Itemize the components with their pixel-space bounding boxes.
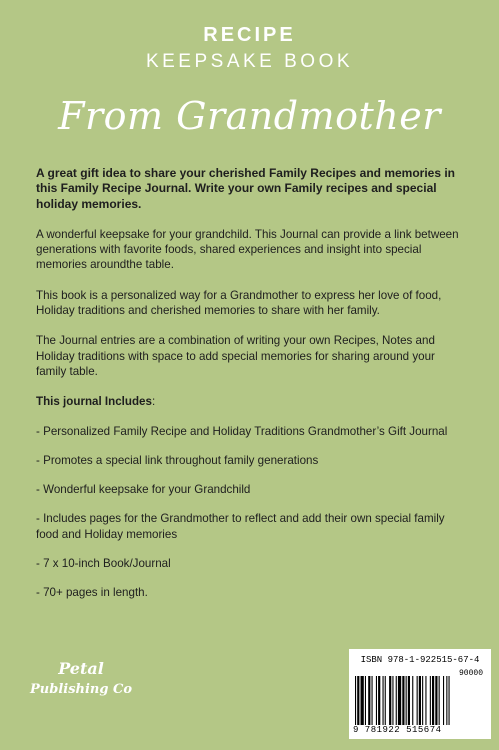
price-code: 90000 xyxy=(458,669,483,678)
isbn-number: ISBN 978-1-922515-67-4 xyxy=(360,655,480,665)
publisher-logo-line2: Publishing Co xyxy=(30,682,132,697)
barcode-bar xyxy=(435,676,437,725)
barcode-bar xyxy=(383,676,384,725)
list-item: - Personalized Family Recipe and Holiday Traditions Grandmother’s Gift Journal xyxy=(36,424,448,438)
barcode-bar xyxy=(402,676,404,725)
list-item: - Promotes a special link throughout family generations xyxy=(36,453,319,467)
includes-heading-colon: : xyxy=(151,395,156,409)
publisher-logo xyxy=(26,660,136,698)
barcode-bar xyxy=(449,676,450,725)
list-item: - 70+ pages in length. xyxy=(36,586,148,600)
barcode-digits: 9 781922 515674 xyxy=(353,725,442,735)
barcode-bar xyxy=(361,676,364,725)
barcode-bar xyxy=(419,676,421,725)
barcode-bar xyxy=(372,676,373,725)
isbn-barcode xyxy=(349,649,491,739)
barcode-bar xyxy=(368,676,370,725)
barcode-bar xyxy=(365,676,366,725)
title-from-grandmother: From Grandmother xyxy=(58,94,441,138)
barcode-bar xyxy=(389,676,391,725)
intro-paragraph: A great gift idea to share your cherished Family Recipes and memories in this Family Recipe Journal. Write your own Family recipes and special holiday memories. xyxy=(36,166,456,211)
barcode-bar xyxy=(443,676,444,725)
paragraph: A wonderful keepsake for your grandchild. This Journal can provide a link between generations with favorite foods, shared experiences and insight into special memories aroundthe table. xyxy=(36,227,459,272)
includes-heading-text: This journal Includes xyxy=(36,395,152,409)
paragraph: This book is a personalized way for a Grandmother to express her love of food, Holiday traditions and cherished memories to share with her family. xyxy=(36,288,442,318)
paragraph: The Journal entries are a combination of writing your own Recipes, Notes and Holiday traditions with space to add special memories for sharing around your family table. xyxy=(36,334,435,378)
barcode-bar xyxy=(422,676,423,725)
barcode-bar xyxy=(406,676,407,725)
list-item: - Wonderful keepsake for your Grandchild xyxy=(36,483,251,497)
barcode-bar xyxy=(432,676,434,725)
barcode-bar xyxy=(430,676,431,725)
barcode-bar xyxy=(398,676,401,725)
description xyxy=(36,166,466,601)
barcode-bar xyxy=(378,676,380,725)
barcode-bar xyxy=(385,676,386,725)
barcode-bar xyxy=(446,676,447,725)
barcode-bar xyxy=(408,676,410,725)
barcode-bar xyxy=(396,676,397,725)
barcode-bar xyxy=(417,676,418,725)
barcode-bar xyxy=(412,676,413,725)
barcode-bar xyxy=(357,676,359,725)
barcode-bar xyxy=(392,676,393,725)
includes-heading xyxy=(36,394,466,409)
barcode-bar xyxy=(439,676,440,725)
list-item: - 7 x 10-inch Book/Journal xyxy=(36,557,171,571)
barcode-bar xyxy=(425,676,426,725)
list-item: - Includes pages for the Grandmother to reflect and add their own special family food and Holiday memories xyxy=(36,512,445,541)
barcode-bars xyxy=(355,676,485,725)
publisher-logo-line1: Petal xyxy=(58,659,104,678)
barcode-bar xyxy=(376,676,377,725)
title-keepsake-book: KEEPSAKE BOOK xyxy=(145,51,354,72)
title-recipe: RECIPE xyxy=(203,24,296,46)
barcode-bar xyxy=(355,676,356,725)
